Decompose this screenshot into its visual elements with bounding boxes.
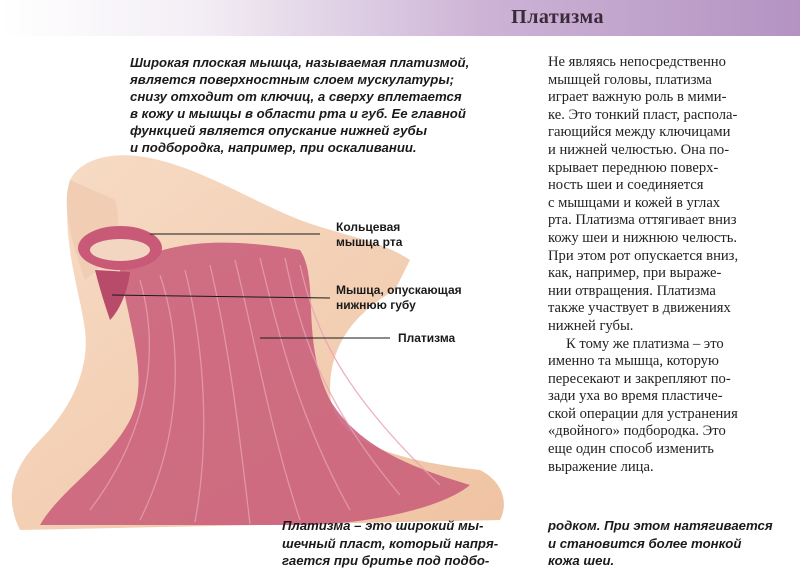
body-line: ке. Это тонкий пласт, распола- xyxy=(548,106,738,123)
label-platysma xyxy=(398,331,455,346)
body-line: ность шеи и соединяется xyxy=(548,177,704,194)
body-line: гающийся между ключицами xyxy=(548,124,731,141)
intro-line: является поверхностным слоем мускулатуры; xyxy=(130,72,454,87)
body-line: рта. Платизма оттягивает вниз xyxy=(548,212,737,229)
caption-right xyxy=(548,517,800,570)
intro-line: Широкая плоская мышца, называемая платизмой, xyxy=(130,55,470,70)
body-line: крывает переднюю поверх- xyxy=(548,159,719,176)
body-line: еще один способ изменить xyxy=(548,441,714,458)
body-line: как, например, при выраже- xyxy=(548,265,722,282)
caption-line: родком. При этом натягивается xyxy=(548,518,773,533)
label-depressor xyxy=(336,283,462,313)
label-line: Мышца, опускающая xyxy=(336,283,462,297)
header-band xyxy=(0,0,800,36)
body-line: мышцей головы, платизма xyxy=(548,71,712,88)
caption-left xyxy=(282,517,544,570)
page-title: Платизма xyxy=(511,6,604,28)
body-line: пересекают и закрепляют по- xyxy=(548,370,731,387)
intro-line: в кожу и мышцы в области рта и губ. Ее главной xyxy=(130,106,466,121)
body-text xyxy=(548,54,798,476)
caption-line: Платизма – это широкий мы- xyxy=(282,518,484,533)
body-line: нижней губы. xyxy=(548,317,634,334)
intro-line: функцией является опускание нижней губы xyxy=(130,123,427,138)
body-line: также участвует в движениях xyxy=(548,300,731,317)
body-line: с мышцами и кожей в углах xyxy=(548,194,721,211)
label-line: Платизма xyxy=(398,331,456,345)
body-line: ской операции для устранения xyxy=(548,405,738,422)
body-line: играет важную роль в мими- xyxy=(548,89,727,106)
label-line: нижнюю губу xyxy=(336,298,416,312)
label-orbicularis xyxy=(336,220,402,250)
body-line: нии отвращения. Платизма xyxy=(548,282,716,299)
body-line: зади уха во время пластиче- xyxy=(548,388,723,405)
caption-line: гается при бритье под подбо- xyxy=(282,553,490,568)
body-line: кожу шеи и нижнюю челюсть. xyxy=(548,229,738,246)
body-line: При этом рот опускается вниз, xyxy=(548,247,739,264)
intro-line: и подбородка, например, при оскаливании. xyxy=(130,140,417,155)
body-line: выражение лица. xyxy=(548,458,654,475)
body-line: Не являясь непосредственно xyxy=(548,54,726,70)
label-line: Кольцевая xyxy=(336,220,401,234)
body-line: и нижней челюстью. Она по- xyxy=(548,141,730,158)
intro-line: снизу отходит от ключиц, а сверху вплетается xyxy=(130,89,462,104)
caption-line: кожа шеи. xyxy=(548,553,615,568)
body-line: именно та мышца, которую xyxy=(548,353,719,370)
caption-line: шечный пласт, который напря- xyxy=(282,535,499,551)
body-line: «двойного» подбородка. Это xyxy=(548,423,726,440)
label-line: мышца рта xyxy=(336,235,403,249)
body-line: К тому же платизма – это xyxy=(566,335,724,352)
caption-line: и становится более тонкой xyxy=(548,535,742,551)
mouth-opening xyxy=(90,239,150,261)
